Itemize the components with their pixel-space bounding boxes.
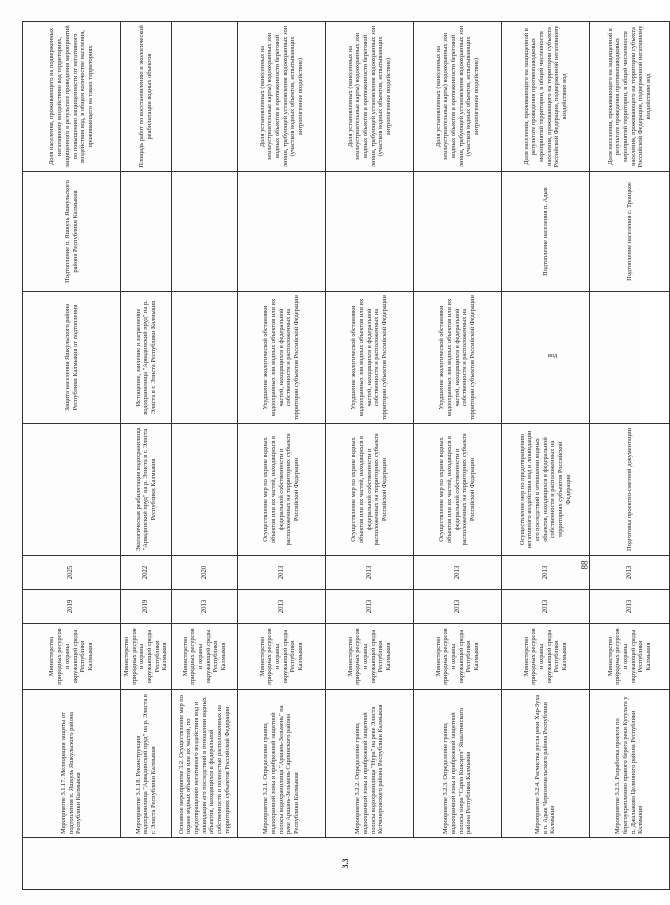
table-row [23, 22, 121, 890]
cell-end: 2022 [121, 556, 172, 590]
cell-executor: Министерство природных ресурсов и охраны окружающей среды Республики Калмыкия [121, 624, 172, 690]
cell-result: Ухудшение экологической обстановки водоохранных зон водных объектов или их частей, находящихся в федеральной собственности и расположенных на территории субъектов Российской Федерации [238, 292, 326, 424]
cell-link: Доля установленных (нанесенных на землеустроительные карты) водоохранных зон водных объектов в протяженности береговой линии, требующей установления водоохранных зон (участков водных объектов, испытывающих антропогенное воздействие) [326, 22, 414, 172]
cell-link: Площадь работ по восстановлению и экологической реабилитации водных объектов [121, 22, 172, 172]
table-row [121, 22, 172, 890]
cell-indicator [238, 172, 326, 292]
cell-link: Доля населения, проживающего на защищенной в результате проведения противопаводковых мероприятий территории, в общей численности населения, проживающего на территории субъекта Российской Федерации, подверженной негативному воздействию вод [590, 22, 670, 172]
cell-end: 2020 [172, 556, 238, 590]
cell-content [172, 424, 238, 556]
cell-content: Осуществление мер по охране водных объектов или их частей, находящихся в федеральной собственности и расположенных на территориях субъекта Российской Федерации [414, 424, 502, 556]
cell-measure: Мероприятие 3.2.2. Определение границ водоохранной зоны и прибрежной защитной полосы водохранилища "Нура" на реке Элиста Кетченеровского района Республики Калмыкия [326, 690, 414, 838]
cell-indicator [414, 172, 502, 292]
cell-indicator [121, 172, 172, 292]
cell-end: 2013 [326, 556, 414, 590]
table-row [238, 22, 326, 890]
cell-content [23, 424, 121, 556]
cell-measure: Мероприятие 3.2.4. Расчистка русла реки Хар-Зуха в п. Адык Черноземельского района Республики Калмыкия [502, 690, 590, 838]
table-row [414, 22, 502, 890]
cell-executor: Министерство природных ресурсов и охраны окружающей среды Республики Калмыкия [172, 624, 238, 690]
cell-result: Ухудшение экологической обстановки водоохранных зон водных объектов или их частей, находящихся в федеральной собственности и расположенных на территории субъектов Российской Федерации [414, 292, 502, 424]
cell-link: Доля установленных (нанесенных на землеустроительные карты) водоохранных зон водных объектов в протяженности береговой линии, требующей установления водоохранных зон (участков водных объектов, испытывающих антропогенное воздействие) [238, 22, 326, 172]
cell-executor: Министерство природных ресурсов и охраны окружающей среды Республики Калмыкия [502, 624, 590, 690]
cell-measure: Мероприятие 3.1.17. Мелиорация защиты от подтопления п. Яшкуль Яшкульского района Республики Калмыкия [23, 690, 121, 838]
table-row [590, 22, 670, 890]
cell-measure: Мероприятие 3.2.5. Разработка проекта по берегоукреплению правого берега реки Кутульта у п. Джалыково Целинного района Республики Калмыкия [590, 690, 670, 838]
cell-measure: Мероприятие 3.2.1. Определение границ водоохранной зоны и прибрежной защитной полосы водохранилища "Аршань-Зельмень" на реке Аршань-Зельмень Сарпинского района Республики Калмыкия [238, 690, 326, 838]
cell-result [502, 292, 590, 424]
cell-result [172, 292, 238, 424]
cell-content: Осуществление мер по предотвращению негативного воздействия вод и ликвидации его последствий в отношении водных объектов, находящихся в федеральной собственности и расположенных на территориях субъектов Российской Федерации [502, 424, 590, 556]
cell-result: Ухудшение экологической обстановки водоохранных зон водных объектов или их частей, находящихся в федеральной собственности и расположенных на территории субъектов Российской Федерации [326, 292, 414, 424]
cell-start: 2019 [121, 590, 172, 624]
cell-content: Подготовка проектно-сметной документации [590, 424, 670, 556]
cell-start: 2013 [172, 590, 238, 624]
cell-executor: Министерство природных ресурсов и охраны окружающей среды Республики Калмыкия [590, 624, 670, 690]
cell-indicator [172, 172, 238, 292]
measures-table [22, 21, 670, 890]
cell-measure: Основное мероприятие 3.2. Осуществление мер по охране водных объектов или их частей, по предотвращению негативного воздействия вод и ликвидации его последствий в отношении водных объектов, находящихся в федеральной собственности и полностью расположенных на территориях субъектов Российской Федерации [172, 690, 238, 838]
cell-executor: Министерство природных ресурсов и охраны окружающей среды Республики Калмыкия [414, 624, 502, 690]
cell-start: 2013 [238, 590, 326, 624]
table-row [172, 22, 238, 890]
cell-start: 2013 [502, 590, 590, 624]
cell-end: 2013 [502, 556, 590, 590]
cell-result [590, 292, 670, 424]
cell-end: 2013 [414, 556, 502, 590]
cell-measure: Мероприятие 3.1.18. Реконструкция водохранилища "Арвадинский пруд" на р. Элиста в г. Элиста Республики Калмыкия [121, 690, 172, 838]
cell-measure: Мероприятие 3.2.3. Определение границ водоохранной зоны и прибрежной защитной полосы озера "Сарпа Кшкэртэ" Яшалтинского района Республики Калмыкия [414, 690, 502, 838]
cell-link [172, 22, 238, 172]
cell-link: Доля установленных (нанесенных на землеустроительные карты) водоохранных зон водных объектов в протяженности береговой линии, требующей установления водоохранных зон (участков водных объектов, испытывающих антропогенное воздействие) [414, 22, 502, 172]
cell-indicator: Подтопление населения п. Адык [502, 172, 590, 292]
cell-end: 2025 [23, 556, 121, 590]
cell-start: 2013 [326, 590, 414, 624]
cell-start: 2013 [414, 590, 502, 624]
cell-start: 2019 [23, 590, 121, 624]
cell-executor: Министерство природных ресурсов и охраны окружающей среды Республики Калмыкия [23, 624, 121, 690]
cell-end: 2013 [238, 556, 326, 590]
cell-result: Истощение, заиление и загрязнение водохранилища "Арвадинский пруд" на р. Элиста в г. Элиста Республики Калмыкия [121, 292, 172, 424]
table-row [326, 22, 414, 890]
cell-result: Защита населения Яшкульского района Республики Калмыкия от подтопления [23, 292, 121, 424]
cell-executor: Министерство природных ресурсов и охраны окружающей среды Республики Калмыкия [238, 624, 326, 690]
cell-executor: Министерство природных ресурсов и охраны окружающей среды Республики Калмыкия [326, 624, 414, 690]
cell-content: Осуществление мер по охране водных объектов или их частей, находящихся в федеральной собственности и расположенных на территориях субъекта Российской Федерации [238, 424, 326, 556]
cell-content: Экологическая реабилитация водохранилища "Арвадинский пруд" на р. Элиста в г. Элиста Республики Калмыкия [121, 424, 172, 556]
cell-indicator: Подтопление населения с. Троицкое [590, 172, 670, 292]
page-number: 88 [579, 560, 590, 570]
table-row [502, 22, 590, 890]
cell-end: 2013 [590, 556, 670, 590]
cell-content: Осуществление мер по охране водных объектов или их частей, находящихся в федеральной собственности и расположенных на территориях субъекта Российской Федерации [326, 424, 414, 556]
cell-indicator: Подтопление п. Яшкуль Яшкульского района Республики Калмыкия [23, 172, 121, 292]
trailing-text: вод [548, 352, 558, 359]
cell-start: 2013 [590, 590, 670, 624]
cell-link: Доля населения, проживающего на защищенной в результате проведения противопаводковых мероприятий территории, в общей численности населения, проживающего на территории субъекта Российской Федерации, подверженной негативному воздействию вод [502, 22, 590, 172]
cell-link: Доля населения, проживающего на подверженных негативному воздействию вод территориях, защищенного в результате проведения мероприятий по повышению защищенности от негативного воздействия вод, в общем количестве населения, проживающего на таких территориях [23, 22, 121, 172]
cell-indicator [326, 172, 414, 292]
group-label: 3.3 [23, 838, 670, 890]
